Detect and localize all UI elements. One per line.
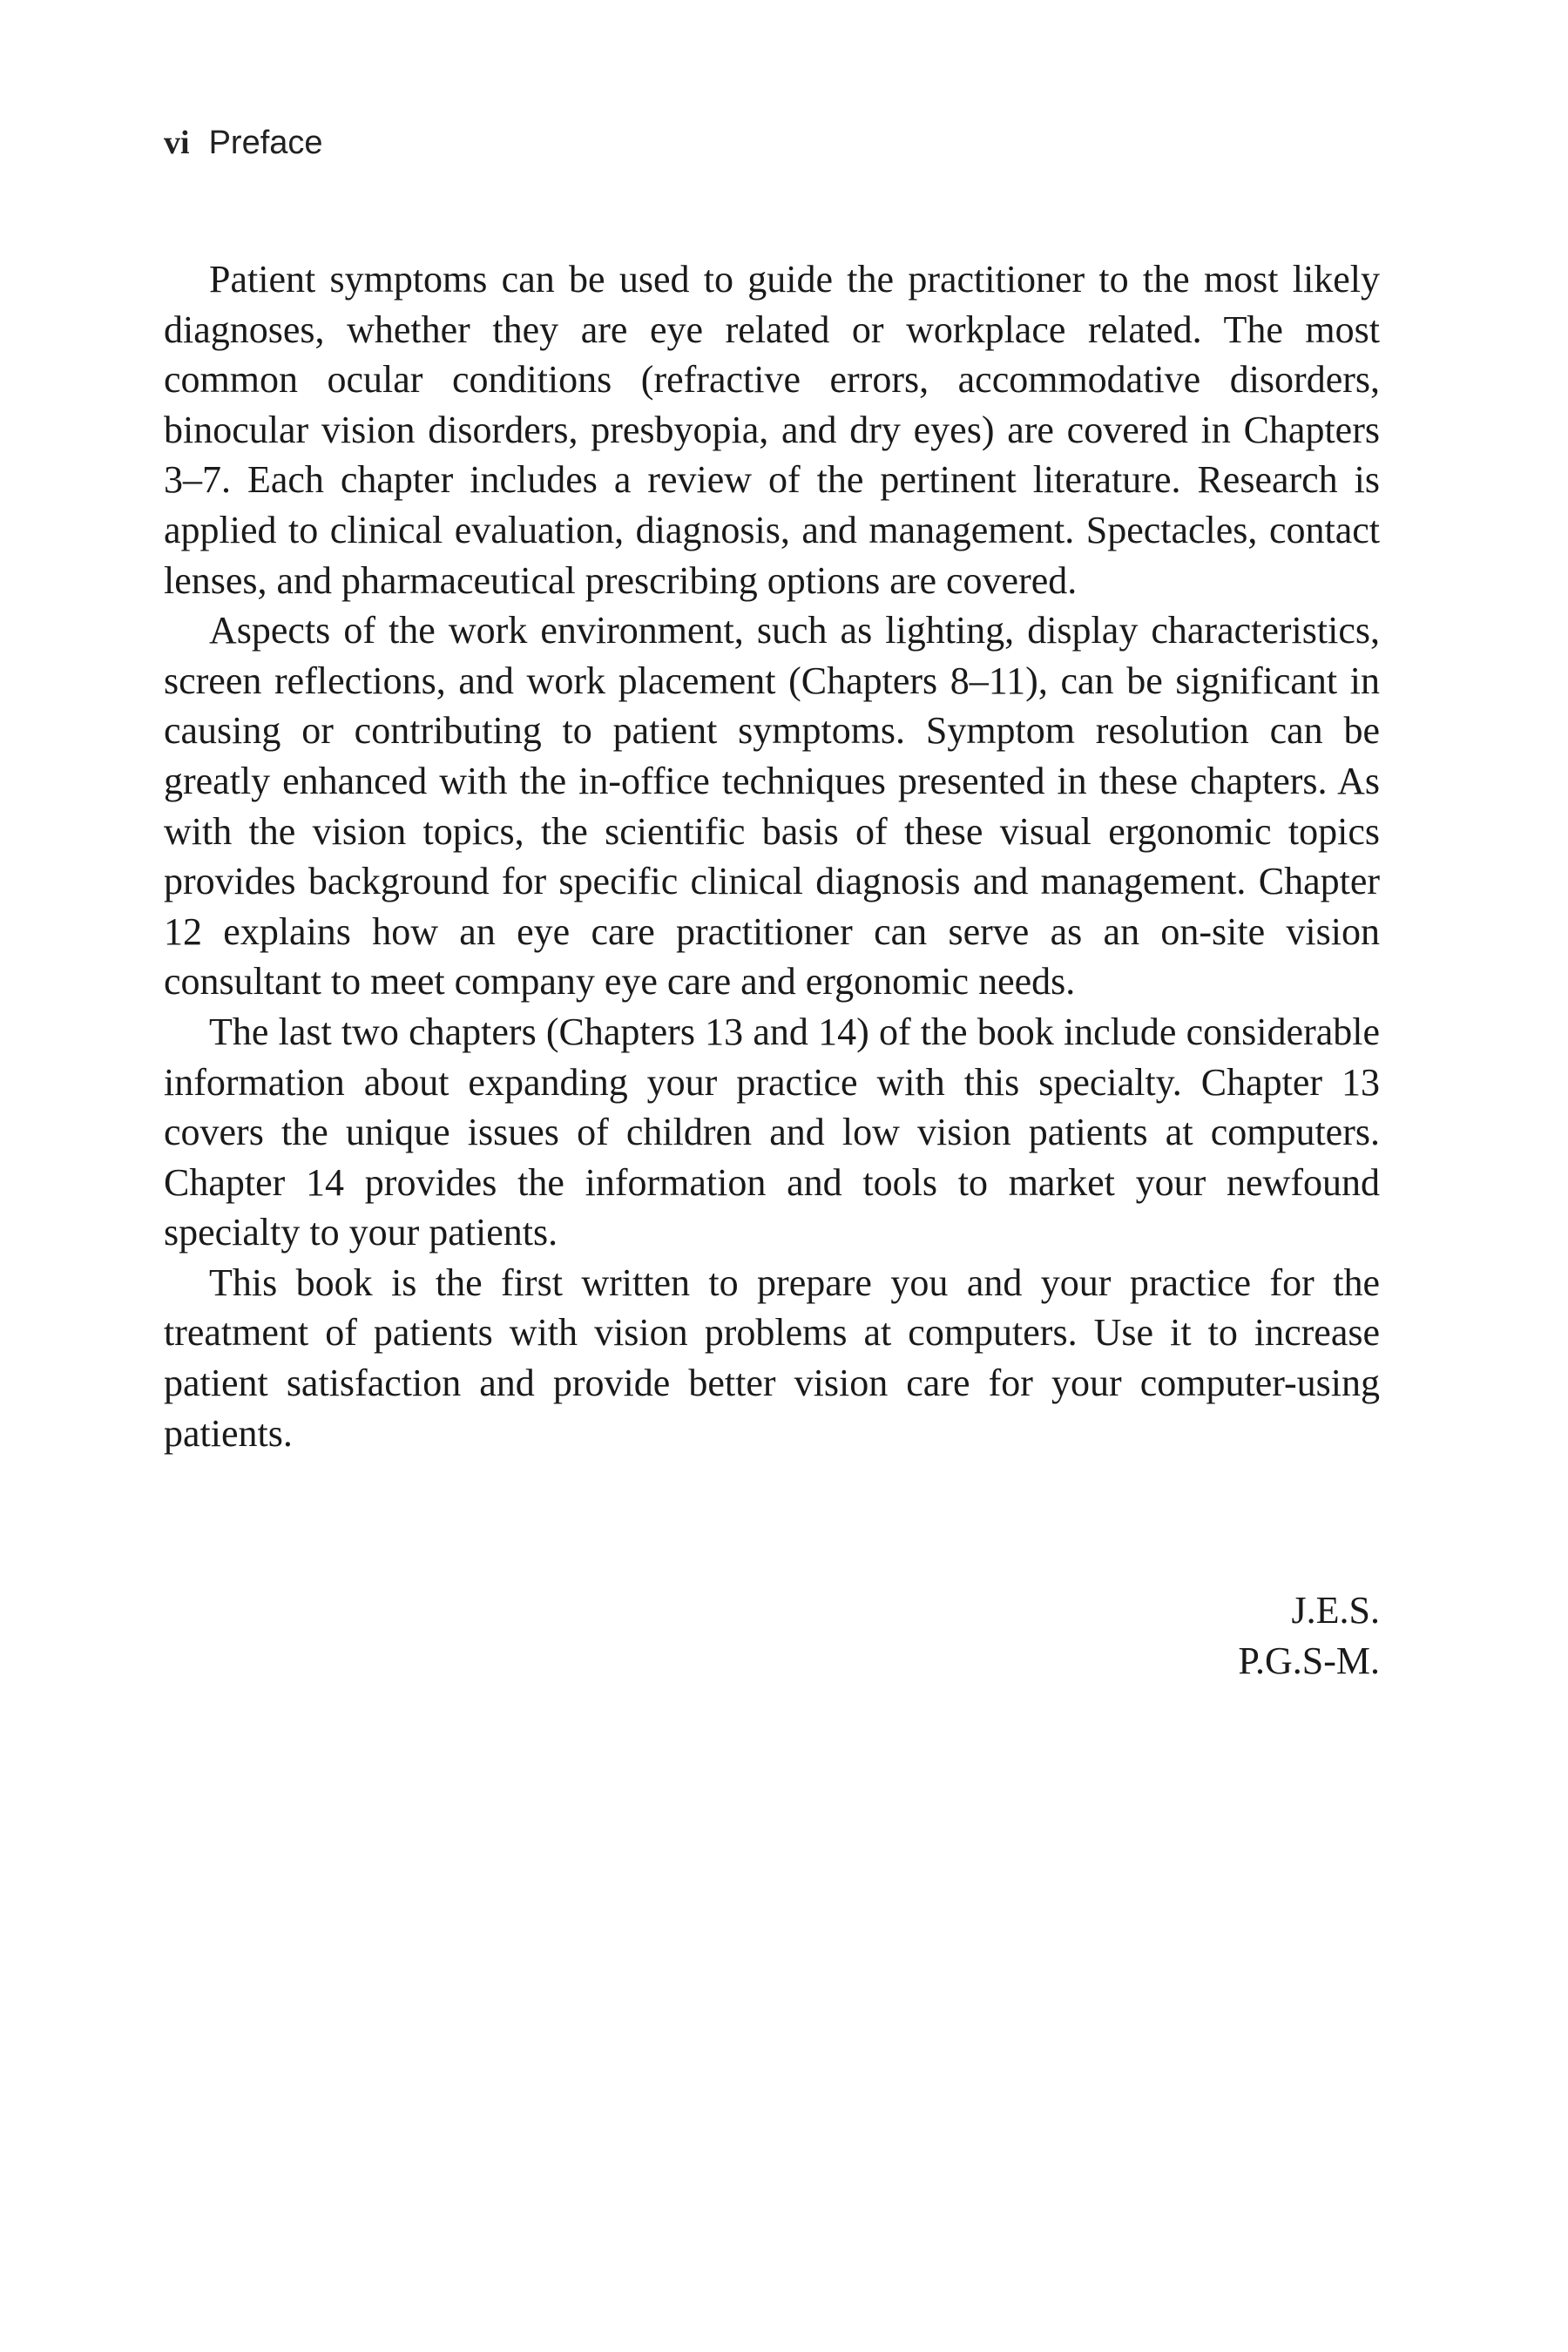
- paragraph-work-environment: Aspects of the work environment, such as lighting, display characteristics, screen reflections, and work placement (Chapters 8–11), can be significant in causing or contributing to patient symptoms. Symptom resolution can be greatly enhanced with the in-office techniques presented in these chapters. As with the vision topics, the scientific basis of these visual ergonomic topics provides background for specific clinical diagnosis and management. Chapter 12 explains how an eye care practitioner can serve as an on-site vision consultant to meet company eye care and ergonomic needs.: [164, 609, 1380, 1004]
- page-number: vi: [164, 125, 190, 161]
- author-initials-1: J.E.S.: [1291, 1589, 1380, 1632]
- paragraph-symptoms: Patient symptoms can be used to guide the practitioner to the most likely diagnoses, whether they are eye related or workplace related. The most common ocular conditions (refractive errors, accommodative disorders, binocular vision disorders, presbyopia, and dry eyes) are covered in Chapters 3–7. Each chapter includes a review of the pertinent literature. Research is applied to clinical evaluation, diagnosis, and management. Spectacles, contact lenses, and pharmaceutical prescribing options are covered.: [164, 258, 1380, 602]
- author-initials-2: P.G.S-M.: [1238, 1639, 1380, 1682]
- paragraph-book-purpose: This book is the first written to prepare you and your practice for the treatment of patients with vision problems at computers. Use it to increase patient satisfaction and provide better vision care for your computer-using patients.: [164, 1260, 1380, 1455]
- paragraph-last-chapters: The last two chapters (Chapters 13 and 14) of the book include considerable information about expanding your practice with this specialty. Chapter 13 covers the unique issues of children and low vision patients at computers. Chapter 14 provides the information and tools to market your newfound specialty to your patients.: [164, 1010, 1380, 1254]
- running-head: [164, 122, 323, 164]
- section-title: Preface: [208, 125, 323, 161]
- author-initials: [164, 1585, 1380, 1686]
- preface-body: [164, 254, 1380, 1458]
